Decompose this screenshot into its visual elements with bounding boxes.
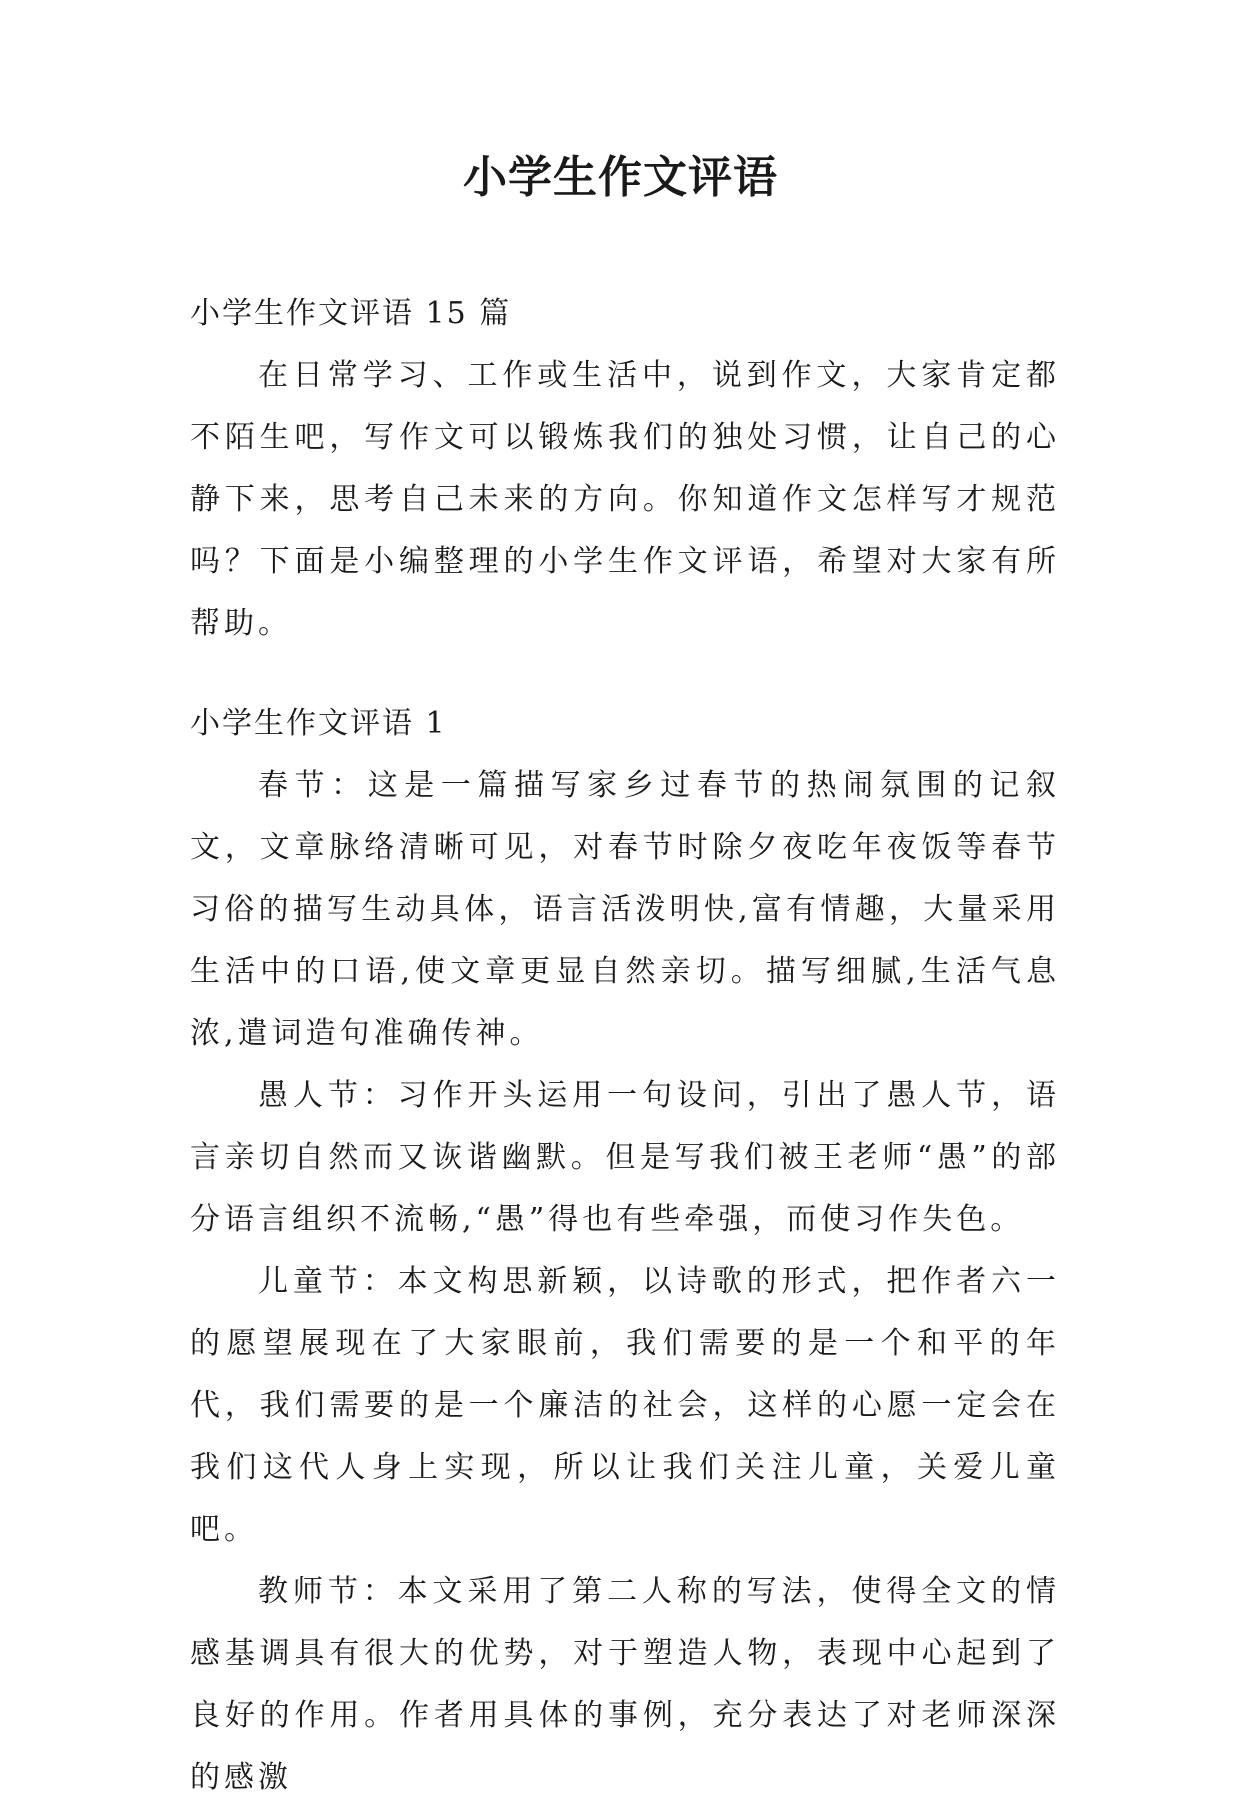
document-title: 小学生作文评语	[463, 152, 778, 203]
document-subtitle: 小学生作文评语 15 篇	[190, 296, 512, 331]
paragraph-teachers-day: 教师节：本文采用了第二人称的写法，使得全文的情感基调具有很大的优势，对于塑造人物，表现中心起到了良好的作用。作者用具体的事例，充分表达了对老师深深的感激	[190, 1574, 1060, 1795]
paragraph-april-fools: 愚人节：习作开头运用一句设问，引出了愚人节，语言亲切自然而又诙谐幽默。但是写我们被王老师“愚”的部分语言组织不流畅,“愚”得也有些牵强，而使习作失色。	[190, 1078, 1060, 1237]
section-spacer	[190, 655, 1060, 693]
intro-paragraph: 在日常学习、工作或生活中，说到作文，大家肯定都不陌生吧，写作文可以锻炼我们的独处习惯，让自己的心静下来，思考自己未来的方向。你知道作文怎样写才规范吗？下面是小编整理的小学生作文评语，希望对大家有所帮助。	[190, 358, 1060, 641]
paragraph-spring-festival: 春节：这是一篇描写家乡过春节的热闹氛围的记叙文，文章脉络清晰可见，对春节时除夕夜吃年夜饭等春节习俗的描写生动具体，语言活泼明快,富有情趣，大量采用生活中的口语,使文章更显自然亲切。描写细腻,生活气息浓,遣词造句准确传神。	[190, 768, 1060, 1051]
section-heading: 小学生作文评语 1	[190, 706, 447, 741]
paragraph-childrens-day: 儿童节：本文构思新颖，以诗歌的形式，把作者六一的愿望展现在了大家眼前，我们需要的是一个和平的年代，我们需要的是一个廉洁的社会，这样的心愿一定会在我们这代人身上实现，所以让我们关注儿童，关爱儿童吧。	[190, 1264, 1060, 1547]
document-body	[190, 283, 1060, 1809]
